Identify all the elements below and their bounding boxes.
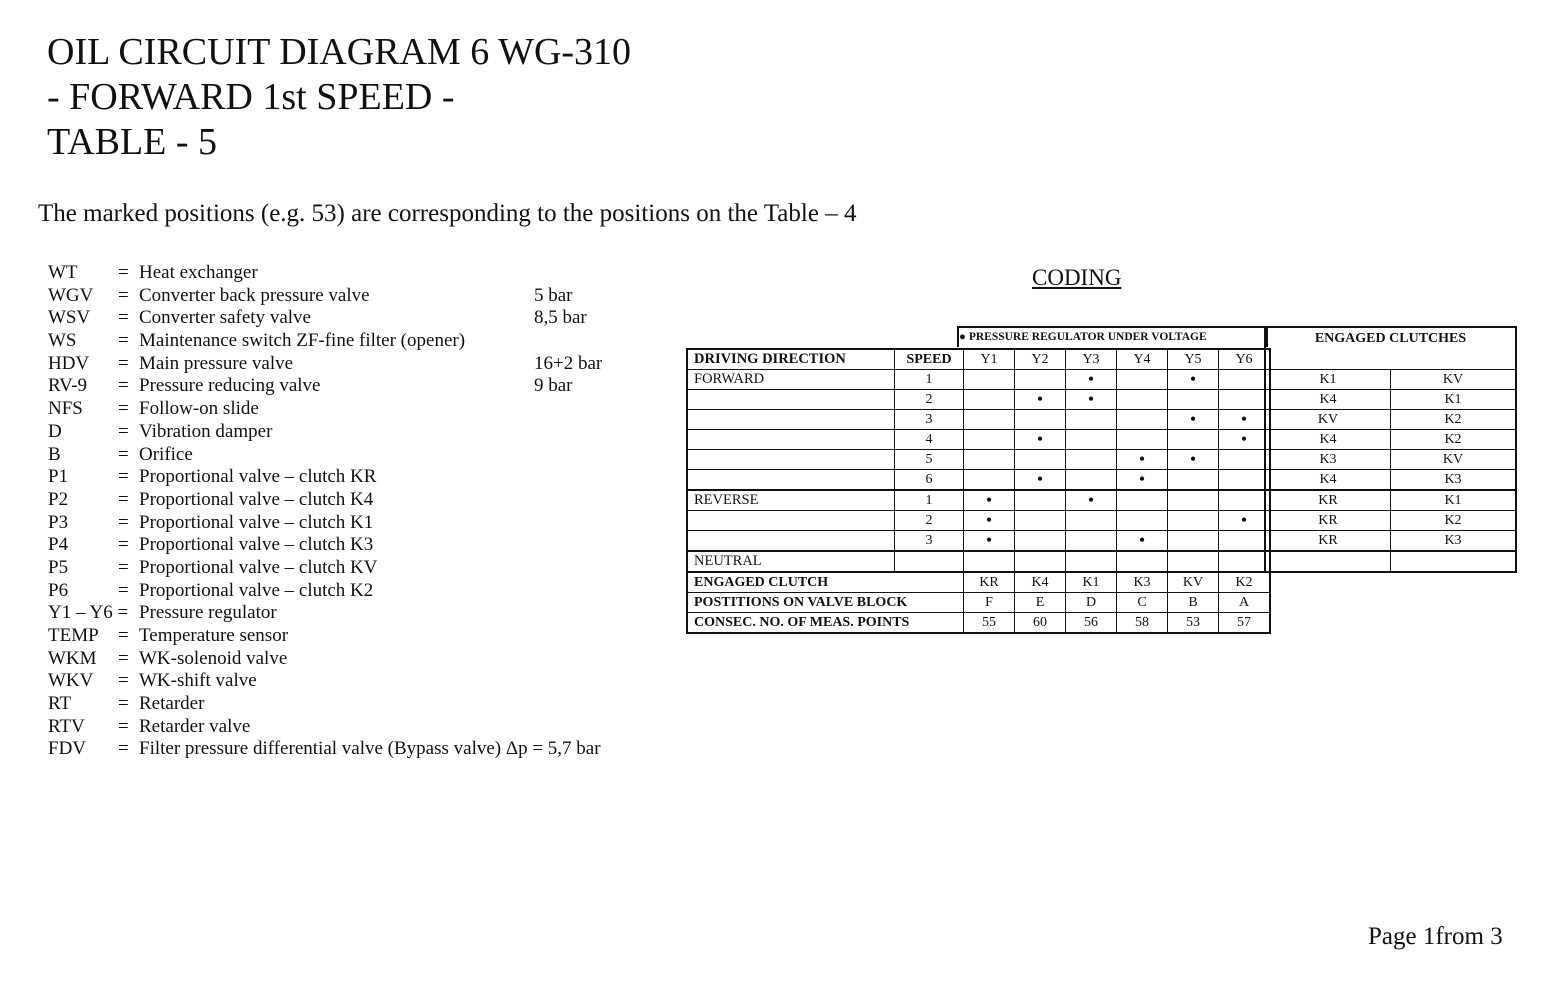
speed-cell: 1 [895, 490, 964, 511]
table-row [687, 470, 1270, 491]
regulator-cell [964, 430, 1015, 450]
regulator-cell [1066, 410, 1117, 430]
legend-value: 16+2 bar [534, 352, 603, 374]
legend-desc: Retarder [139, 693, 205, 715]
regulator-cell [1168, 511, 1219, 531]
driving-direction-cell [687, 430, 895, 450]
legend-equals: = [118, 262, 129, 283]
legend-equals: = [118, 375, 129, 397]
speed-cell: 1 [895, 370, 964, 390]
regulator-cell [1117, 390, 1168, 410]
legend-equals: = [118, 398, 129, 420]
clutch-cell [1391, 551, 1517, 572]
clutch-cell: KV [1391, 370, 1517, 390]
clutch-cell: K3 [1391, 531, 1517, 552]
regulator-cell [1066, 430, 1117, 450]
regulator-cell [964, 370, 1015, 390]
legend-equals: = [118, 307, 129, 329]
clutch-row [1265, 511, 1516, 531]
legend-abbr: P6 [48, 579, 69, 601]
regulator-active-dot: • [1219, 511, 1271, 531]
coding-header-row [687, 349, 1270, 370]
speed-cell: 4 [895, 430, 964, 450]
regulator-active-dot: • [1066, 390, 1117, 410]
legend-desc: Proportional valve – clutch K1 [139, 511, 374, 533]
page-number: Page 1from 3 [1368, 923, 1503, 950]
clutch-cell: K2 [1391, 410, 1517, 430]
regulator-cell [1219, 450, 1271, 470]
clutch-row [1265, 370, 1516, 390]
speed-cell: 2 [895, 511, 964, 531]
regulator-cell [1219, 390, 1271, 410]
legend-abbr: WGV [48, 284, 94, 306]
footer-label: CONSEC. NO. OF MEAS. POINTS [687, 613, 964, 634]
footer-value: 53 [1168, 613, 1219, 634]
footer-label: ENGAGED CLUTCH [687, 572, 964, 593]
regulator-active-dot: • [964, 511, 1015, 531]
legend-desc: Converter back pressure valve [139, 284, 370, 306]
clutch-cell: K4 [1265, 390, 1391, 410]
coding-title: CODING [1032, 265, 1122, 290]
clutch-cell: KV [1391, 450, 1517, 470]
regulator-active-dot: • [1168, 370, 1219, 390]
clutch-row [1265, 390, 1516, 410]
regulator-active-dot: • [1117, 450, 1168, 470]
footer-value: D [1066, 593, 1117, 613]
clutch-row [1265, 531, 1516, 552]
driving-direction-cell [687, 531, 895, 552]
regulator-active-dot: • [1015, 390, 1066, 410]
regulator-cell [964, 470, 1015, 491]
regulator-cell [1117, 511, 1168, 531]
legend-equals: = [118, 647, 129, 669]
legend-equals: = [118, 466, 129, 488]
coding-table [686, 348, 1271, 634]
regulator-active-dot: • [1219, 430, 1271, 450]
clutch-cell: K1 [1391, 490, 1517, 511]
footer-value: 60 [1015, 613, 1066, 634]
regulator-cell [1015, 531, 1066, 552]
legend-abbr: RTV [48, 715, 85, 737]
table-row [687, 430, 1270, 450]
table-row [687, 390, 1270, 410]
regulator-active-dot: • [1066, 490, 1117, 511]
clutch-row [1265, 470, 1516, 491]
legend-equals: = [118, 715, 129, 737]
regulator-cell [1219, 531, 1271, 552]
legend-desc: Converter safety valve [139, 307, 311, 329]
legend-equals: = [118, 625, 129, 646]
table-row [687, 410, 1270, 430]
clutch-cell: KV [1265, 410, 1391, 430]
clutch-cell: K3 [1391, 470, 1517, 491]
clutch-cell: K2 [1391, 430, 1517, 450]
regulator-cell [1168, 390, 1219, 410]
clutch-row [1265, 490, 1516, 511]
driving-direction-cell [687, 450, 895, 470]
footer-value: K1 [1066, 572, 1117, 593]
regulator-header: Y1 [964, 349, 1015, 370]
legend-desc: Pressure regulator [139, 602, 277, 624]
footer-value: KR [964, 572, 1015, 593]
engaged-clutches-table [1264, 326, 1517, 573]
regulator-cell [1066, 470, 1117, 491]
legend-value: 8,5 bar [534, 307, 587, 329]
regulator-cell [1066, 531, 1117, 552]
regulator-cell [1219, 370, 1271, 390]
regulator-active-dot: • [1015, 470, 1066, 491]
regulator-cell [1168, 430, 1219, 450]
legend-abbr: WKV [48, 670, 94, 692]
engaged-clutches-header: ENGAGED CLUTCHES [1265, 327, 1516, 370]
title-line-1: OIL CIRCUIT DIAGRAM 6 WG-310 [47, 31, 632, 73]
legend-abbr: WKM [48, 647, 97, 669]
legend-abbr: P2 [48, 488, 69, 510]
legend-desc: Vibration damper [139, 420, 273, 442]
regulator-cell [964, 551, 1015, 572]
footer-row [687, 593, 1270, 613]
regulator-active-dot: • [1066, 370, 1117, 390]
legend-abbr: RV-9 [48, 375, 87, 397]
regulator-cell [1168, 490, 1219, 511]
driving-direction-cell [687, 470, 895, 491]
speed-cell: 3 [895, 410, 964, 430]
legend-abbr: FDV [48, 738, 87, 760]
regulator-active-dot: • [1168, 450, 1219, 470]
footer-label: POSTITIONS ON VALVE BLOCK [687, 593, 964, 613]
clutch-cell: KR [1265, 490, 1391, 511]
regulator-cell [1015, 551, 1066, 572]
legend-equals: = [118, 352, 129, 374]
legend-equals: = [118, 488, 129, 510]
driving-direction-header: DRIVING DIRECTION [687, 349, 895, 370]
driving-direction-cell [687, 390, 895, 410]
driving-direction-cell [687, 511, 895, 531]
legend-desc: Proportional valve – clutch KR [139, 466, 377, 488]
legend-equals: = [118, 443, 129, 465]
regulator-cell [1015, 511, 1066, 531]
table-row [687, 490, 1270, 511]
footer-row [687, 572, 1270, 593]
regulator-cell [964, 390, 1015, 410]
regulator-active-dot: • [1117, 470, 1168, 491]
legend-abbr: D [48, 420, 62, 442]
footer-value: K4 [1015, 572, 1066, 593]
legend-equals: = [118, 579, 129, 601]
legend-abbr: Y1 – Y6 = [48, 602, 129, 624]
clutch-cell: K3 [1265, 450, 1391, 470]
regulator-cell [1117, 490, 1168, 511]
regulator-cell [964, 410, 1015, 430]
regulator-cell [1168, 551, 1219, 572]
legend-desc: WK-shift valve [139, 670, 257, 692]
pressure-header-label: ● PRESSURE REGULATOR UNDER VOLTAGE [959, 331, 1207, 343]
legend-abbr: WS [48, 330, 77, 352]
legend-abbr: RT [48, 693, 72, 715]
clutch-cell: K1 [1265, 370, 1391, 390]
footer-value: 58 [1117, 613, 1168, 634]
regulator-cell [1168, 470, 1219, 491]
regulator-cell [1117, 410, 1168, 430]
regulator-active-dot: • [1219, 410, 1271, 430]
regulator-header: Y2 [1015, 349, 1066, 370]
legend-abbr: P4 [48, 534, 69, 556]
table-row [687, 370, 1270, 390]
clutch-cell: K1 [1391, 390, 1517, 410]
legend-abbr: P3 [48, 511, 69, 533]
regulator-cell [1015, 450, 1066, 470]
legend-abbr: P1 [48, 466, 69, 488]
footer-value: 57 [1219, 613, 1271, 634]
legend-abbr: NFS [48, 398, 83, 420]
driving-direction-cell: REVERSE [687, 490, 895, 511]
table-row [687, 551, 1270, 572]
clutch-cell: K4 [1265, 470, 1391, 491]
footer-value: K2 [1219, 572, 1271, 593]
title-line-2: - FORWARD 1st SPEED - [47, 76, 455, 118]
regulator-cell [1117, 430, 1168, 450]
legend-abbr: B [48, 443, 61, 465]
legend-value: 5 bar [534, 284, 573, 306]
regulator-cell [1168, 531, 1219, 552]
regulator-cell [964, 450, 1015, 470]
legend-equals: = [118, 284, 129, 306]
footer-value: A [1219, 593, 1271, 613]
regulator-active-dot: • [964, 531, 1015, 552]
driving-direction-cell [687, 410, 895, 430]
legend-desc: Follow-on slide [139, 398, 259, 420]
legend-abbr: P5 [48, 556, 69, 578]
regulator-header: Y5 [1168, 349, 1219, 370]
legend-abbr: TEMP [48, 625, 99, 646]
footer-value: B [1168, 593, 1219, 613]
speed-cell: 5 [895, 450, 964, 470]
legend-equals: = [118, 693, 129, 715]
regulator-cell [1066, 450, 1117, 470]
footer-value: KV [1168, 572, 1219, 593]
pressure-regulator-header [957, 326, 1268, 347]
regulator-cell [1117, 370, 1168, 390]
clutch-row [1265, 410, 1516, 430]
regulator-active-dot: • [1117, 531, 1168, 552]
intro-text: The marked positions (e.g. 53) are corresponding to the positions on the Table – 4 [38, 200, 857, 227]
legend-desc: Temperature sensor [139, 625, 289, 646]
clutch-header-row [1265, 327, 1516, 370]
regulator-cell [1015, 410, 1066, 430]
title-line-3: TABLE - 5 [47, 121, 218, 163]
speed-cell [895, 551, 964, 572]
regulator-cell [1066, 551, 1117, 572]
driving-direction-cell: NEUTRAL [687, 551, 895, 572]
legend-equals: = [118, 330, 129, 352]
clutch-cell: KR [1265, 511, 1391, 531]
footer-value: 55 [964, 613, 1015, 634]
footer-value: C [1117, 593, 1168, 613]
regulator-header: Y3 [1066, 349, 1117, 370]
clutch-cell: K2 [1391, 511, 1517, 531]
document-title [47, 30, 631, 165]
legend-desc: WK-solenoid valve [139, 647, 288, 669]
regulator-active-dot: • [1015, 430, 1066, 450]
clutch-row [1265, 551, 1516, 572]
legend-desc: Proportional valve – clutch KV [139, 556, 378, 578]
footer-value: 56 [1066, 613, 1117, 634]
legend-equals: = [118, 670, 129, 692]
legend-value: 9 bar [534, 375, 573, 397]
legend-desc: Main pressure valve [139, 352, 294, 374]
legend-desc: Proportional valve – clutch K4 [139, 488, 374, 510]
legend-equals: = [118, 511, 129, 533]
regulator-active-dot: • [964, 490, 1015, 511]
regulator-header: Y6 [1219, 349, 1271, 370]
table-row [687, 450, 1270, 470]
legend-equals: = [118, 738, 129, 760]
driving-direction-cell: FORWARD [687, 370, 895, 390]
regulator-cell [1219, 490, 1271, 511]
regulator-active-dot: • [1168, 410, 1219, 430]
legend-abbr: WT [48, 262, 78, 283]
footer-value: F [964, 593, 1015, 613]
legend-desc: Retarder valve [139, 715, 251, 737]
regulator-cell [1219, 470, 1271, 491]
clutch-row [1265, 430, 1516, 450]
legend-abbr: HDV [48, 352, 90, 374]
legend-equals: = [118, 534, 129, 556]
legend-equals: = [118, 420, 129, 442]
legend-equals: = [118, 556, 129, 578]
legend-desc: Heat exchanger [139, 262, 258, 283]
table-row [687, 531, 1270, 552]
clutch-cell: K4 [1265, 430, 1391, 450]
speed-header: SPEED [895, 349, 964, 370]
legend-desc: Orifice [139, 443, 193, 465]
clutch-cell [1265, 551, 1391, 572]
regulator-cell [1015, 490, 1066, 511]
regulator-cell [1219, 551, 1271, 572]
clutch-row [1265, 450, 1516, 470]
legend-desc: Proportional valve – clutch K3 [139, 534, 374, 556]
clutch-cell: KR [1265, 531, 1391, 552]
speed-cell: 3 [895, 531, 964, 552]
speed-cell: 2 [895, 390, 964, 410]
regulator-header: Y4 [1117, 349, 1168, 370]
footer-value: E [1015, 593, 1066, 613]
legend-abbr: WSV [48, 307, 91, 329]
regulator-cell [1015, 370, 1066, 390]
regulator-cell [1117, 551, 1168, 572]
legend-desc: Maintenance switch ZF-fine filter (opener) [139, 330, 466, 352]
footer-row [687, 613, 1270, 634]
regulator-cell [1066, 511, 1117, 531]
speed-cell: 6 [895, 470, 964, 491]
table-row [687, 511, 1270, 531]
legend-desc: Pressure reducing valve [139, 375, 321, 397]
footer-value: K3 [1117, 572, 1168, 593]
legend-desc: Proportional valve – clutch K2 [139, 579, 374, 601]
legend-desc: Filter pressure differential valve (Bypass valve) Δp = 5,7 bar [139, 738, 601, 760]
